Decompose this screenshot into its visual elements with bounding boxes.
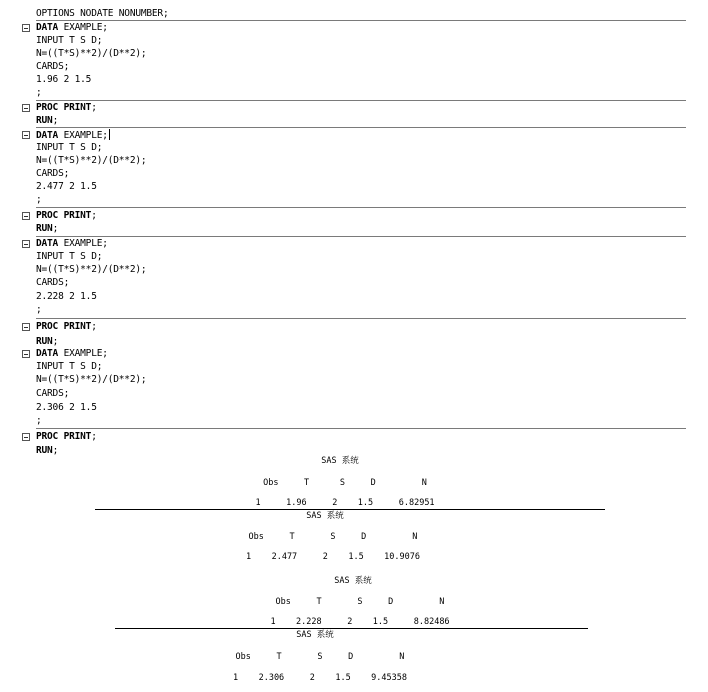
code-line-values[interactable]: 2.477 2 1.5 xyxy=(36,181,97,192)
code-punct: ; xyxy=(52,445,59,456)
code-line-run[interactable] xyxy=(36,336,58,348)
keyword-run: RUN xyxy=(36,223,53,234)
code-line-options[interactable]: OPTIONS NODATE NONUMBER; xyxy=(36,8,169,19)
code-line-values[interactable]: 1.96 2 1.5 xyxy=(36,74,92,85)
data-step-name: EXAMPLE; xyxy=(58,348,108,359)
code-line-proc[interactable] xyxy=(36,210,97,222)
code-line-input[interactable]: INPUT T S D; xyxy=(36,251,103,262)
step-separator xyxy=(36,127,686,128)
output-data-row: 1 2.228 2 1.5 8.82486 xyxy=(270,617,450,627)
code-line-cards[interactable]: CARDS; xyxy=(36,61,70,72)
collapse-toggle-icon[interactable] xyxy=(22,350,30,358)
code-punct: ; xyxy=(52,336,59,347)
keyword-run: RUN xyxy=(36,115,53,126)
code-line-cards[interactable]: CARDS; xyxy=(36,277,70,288)
code-line-semicolon[interactable]: ; xyxy=(36,87,42,98)
keyword-proc-print: PROC PRINT xyxy=(36,210,92,221)
collapse-toggle-icon[interactable] xyxy=(22,24,30,32)
keyword-proc-print: PROC PRINT xyxy=(36,102,92,113)
output-title: SAS 系统 xyxy=(321,456,359,466)
keyword-proc-print: PROC PRINT xyxy=(36,321,92,332)
code-punct: ; xyxy=(91,431,97,442)
code-line-proc[interactable] xyxy=(36,431,97,443)
output-header-row: Obs T S D N xyxy=(248,532,418,542)
keyword-proc-print: PROC PRINT xyxy=(36,431,92,442)
keyword-data: DATA xyxy=(36,238,59,249)
output-title: SAS 系统 xyxy=(306,511,344,521)
code-line-input[interactable]: INPUT T S D; xyxy=(36,35,103,46)
code-line-formula[interactable]: N=((T*S)**2)/(D**2); xyxy=(36,155,147,166)
output-data-row: 1 1.96 2 1.5 6.82951 xyxy=(255,498,435,508)
keyword-data: DATA xyxy=(36,130,59,141)
output-page-rule xyxy=(95,509,605,510)
output-data-row: 1 2.477 2 1.5 10.9076 xyxy=(246,552,420,562)
code-line-data[interactable] xyxy=(36,238,108,250)
code-punct: ; xyxy=(52,115,59,126)
output-page-rule xyxy=(115,628,588,629)
output-header-row: Obs T S D N xyxy=(263,478,427,488)
code-punct: ; xyxy=(91,102,97,113)
output-title: SAS 系统 xyxy=(334,576,372,586)
output-header-row: Obs T S D N xyxy=(235,652,405,662)
code-punct: ; xyxy=(52,223,59,234)
collapse-toggle-icon[interactable] xyxy=(22,240,30,248)
collapse-toggle-icon[interactable] xyxy=(22,323,30,331)
code-line-semicolon[interactable]: ; xyxy=(36,194,42,205)
code-line-data[interactable] xyxy=(36,22,108,34)
data-step-name: EXAMPLE; xyxy=(58,22,108,33)
step-separator xyxy=(36,207,686,208)
collapse-toggle-icon[interactable] xyxy=(22,212,30,220)
collapse-toggle-icon[interactable] xyxy=(22,104,30,112)
code-line-formula[interactable]: N=((T*S)**2)/(D**2); xyxy=(36,264,147,275)
keyword-run: RUN xyxy=(36,445,53,456)
code-line-semicolon[interactable]: ; xyxy=(36,304,42,315)
data-step-name: EXAMPLE; xyxy=(58,238,108,249)
keyword-data: DATA xyxy=(36,348,59,359)
output-title: SAS 系统 xyxy=(296,630,334,640)
step-separator xyxy=(36,20,686,21)
data-step-name: EXAMPLE; xyxy=(58,130,108,141)
code-line-input[interactable]: INPUT T S D; xyxy=(36,361,103,372)
code-line-semicolon[interactable]: ; xyxy=(36,415,42,426)
keyword-run: RUN xyxy=(36,336,53,347)
code-line-cards[interactable]: CARDS; xyxy=(36,168,70,179)
code-line-data[interactable] xyxy=(36,129,110,142)
code-line-data[interactable] xyxy=(36,348,108,360)
step-separator xyxy=(36,428,686,429)
code-line-formula[interactable]: N=((T*S)**2)/(D**2); xyxy=(36,374,147,385)
code-line-input[interactable]: INPUT T S D; xyxy=(36,142,103,153)
code-line-values[interactable]: 2.228 2 1.5 xyxy=(36,291,97,302)
code-line-run[interactable] xyxy=(36,445,58,457)
code-line-cards[interactable]: CARDS; xyxy=(36,388,70,399)
output-data-row: 1 2.306 2 1.5 9.45358 xyxy=(233,673,407,683)
code-line-proc[interactable] xyxy=(36,321,97,333)
keyword-data: DATA xyxy=(36,22,59,33)
step-separator xyxy=(36,318,686,319)
code-line-run[interactable] xyxy=(36,115,58,127)
code-punct: ; xyxy=(91,210,97,221)
step-separator xyxy=(36,236,686,237)
code-line-proc[interactable] xyxy=(36,102,97,114)
code-line-run[interactable] xyxy=(36,223,58,235)
output-header-row: Obs T S D N xyxy=(275,597,445,607)
text-cursor xyxy=(109,129,110,140)
code-punct: ; xyxy=(91,321,97,332)
step-separator xyxy=(36,100,686,101)
collapse-toggle-icon[interactable] xyxy=(22,131,30,139)
code-line-values[interactable]: 2.306 2 1.5 xyxy=(36,402,97,413)
collapse-toggle-icon[interactable] xyxy=(22,433,30,441)
code-line-formula[interactable]: N=((T*S)**2)/(D**2); xyxy=(36,48,147,59)
